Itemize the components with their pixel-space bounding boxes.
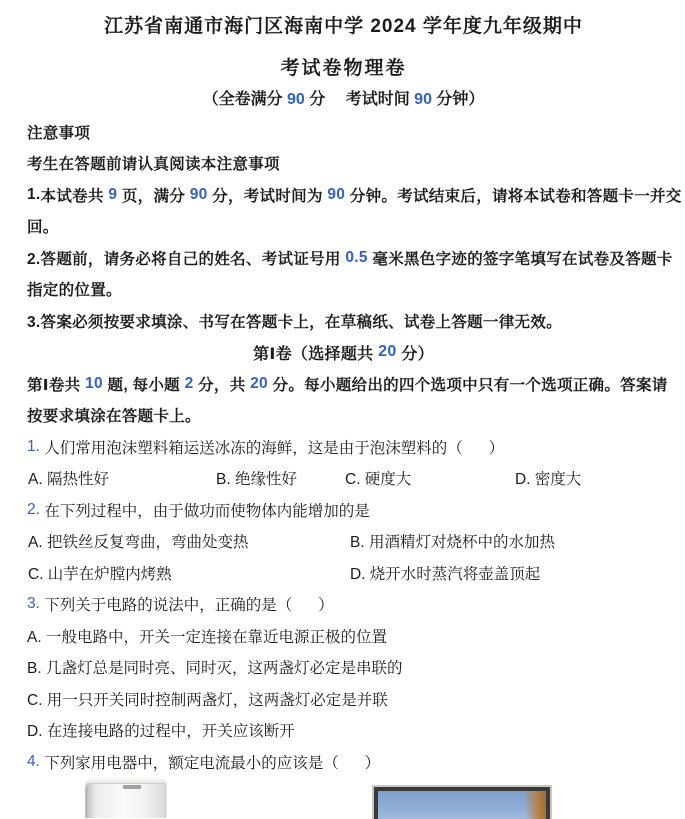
section-1-title: 第Ⅰ卷（选择题共 20 分） [253,343,434,363]
question-2-text: 2. 在下列过程中，由于做功而使物体内能增加的是 [27,500,370,520]
question-3-text: 3. 下列关于电路的说法中，正确的是（ ） [27,595,334,615]
question-3-option-d: D. 在连接电路的过程中，开关应该断开 [27,723,295,741]
question-1-option-a: A. 隔热性好 [28,471,109,489]
refrigerator-image [85,778,167,818]
question-2-option-b: B. 用酒精灯对烧杯中的水加热 [350,534,555,552]
television-screen [374,787,550,819]
question-2-option-a: A. 把铁丝反复弯曲，弯曲处变热 [28,534,249,552]
question-4-text: 4. 下列家用电器中，额定电流最小的应该是（ ） [27,752,381,772]
section-1-desc-line-2: 按要求填涂在答题卡上。 [27,408,201,426]
television-image [372,785,552,819]
section-1-desc-line-1: 第Ⅰ卷共 10 题, 每小题 2 分，共 20 分。每小题给出的四个选项中只有一个选项正确。答案请 [27,374,668,394]
question-4-images [27,778,660,806]
paper-body [27,116,682,806]
paper-title-line2: 考试卷物理卷 [280,58,407,79]
refrigerator-brand-label [123,785,141,789]
paper-header [27,0,660,112]
question-2-options-row-2 [27,557,660,589]
notice-1-line-2: 回。 [27,219,59,237]
refrigerator-top-face [89,778,165,784]
question-3-option-c: C. 用一只开关同时控制两盏灯，这两盏灯必定是并联 [27,691,388,709]
question-1-text: 1. 人们常用泡沫塑料箱运送冰冻的海鲜，这是由于泡沫塑料的（ ） [27,437,505,457]
notice-1-line-1: 1. 本试卷共 9 页，满分 90 分，考试时间为 90 分钟。考试结束后，请将本试卷和答题卡一并交 [27,185,682,205]
question-1-options [27,463,660,495]
question-1-option-d: D. 密度大 [515,471,582,489]
question-3-option-a: A. 一般电路中，开关一定连接在靠近电源正极的位置 [27,628,387,646]
notices-heading: 注意事项 [27,124,91,142]
paper-subtitle: （全卷满分 90 分 考试时间 90 分钟） [202,91,485,108]
notice-2-line-1: 2.答题前，请务必将自己的姓名、考试证号用 0.5 毫米黑色字迹的签字笔填写在试卷及答题卡 [27,248,673,268]
question-2-option-d: D. 烧开水时蒸汽将壶盖顶起 [350,565,541,583]
question-2-option-c: C. 山芋在炉膛内烤熟 [28,565,172,583]
notices-intro: 考生在答题前请认真阅读本注意事项 [27,156,280,174]
question-1-option-b: B. 绝缘性好 [216,471,297,489]
question-2-options-row-1 [27,526,660,558]
notice-3: 3.答案必须按要求填涂、书写在答题卡上，在草稿纸、试卷上答题一律无效。 [27,313,562,331]
notice-2-line-2: 指定的位置。 [27,282,122,300]
question-3-option-b: B. 几盏灯总是同时亮、同时灭，这两盏灯必定是串联的 [27,660,403,678]
paper-title-line1: 江苏省南通市海门区海南中学 2024 学年度九年级期中 [104,16,583,37]
question-1-option-c: C. 硬度大 [345,471,412,489]
